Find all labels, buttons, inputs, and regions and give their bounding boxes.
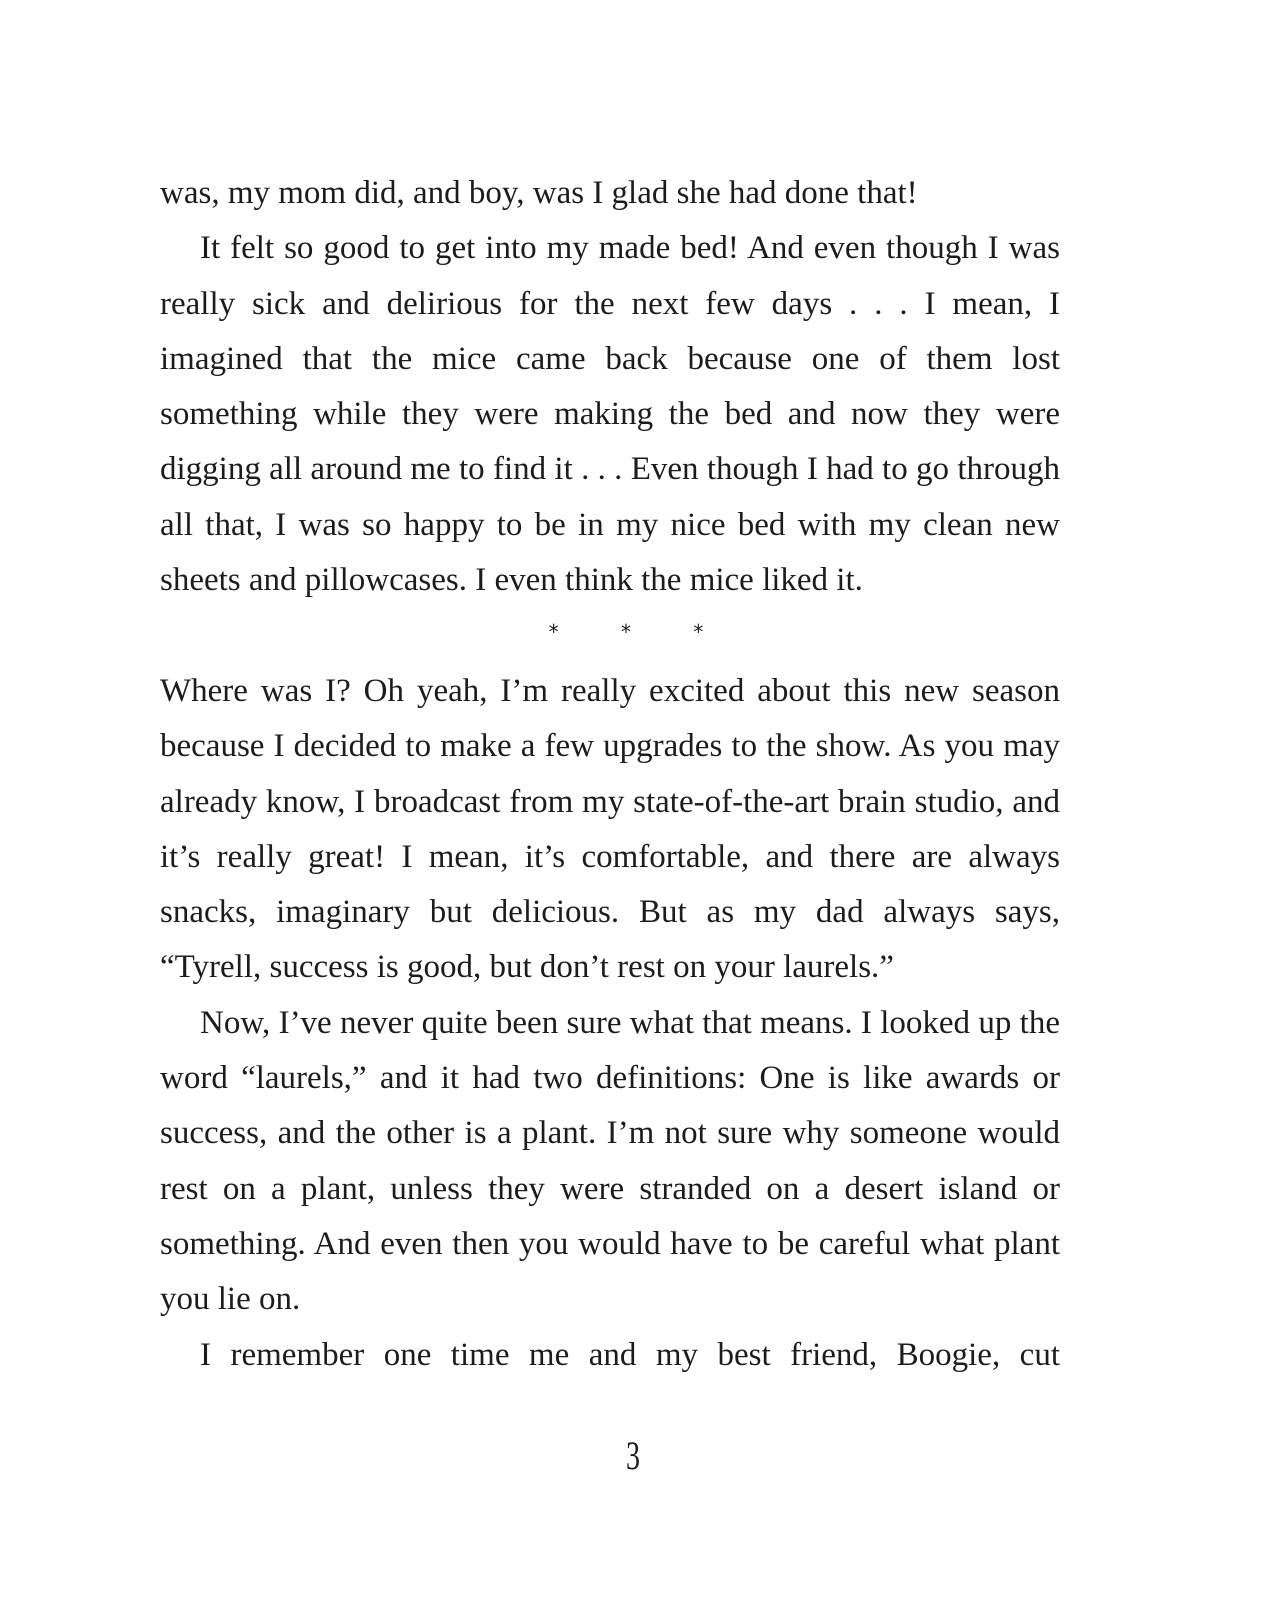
text-block-bottom — [160, 664, 1060, 1383]
text-block-top — [160, 166, 1060, 608]
scene-break: * * * — [548, 620, 732, 644]
paragraph: Where was I? Oh yeah, I’m really excited about this new season because I decided to make a few upgrades to the show. As you may already know, I broadcast from my state-of-the-art brain studio, and it’s really great! I mean, it’s comfortable, and there are always snacks, imaginary but delicious. But as my dad always says, “Tyrell, success is good, but don’t rest on your laurels.” — [160, 673, 1060, 986]
paragraph: It felt so good to get into my made bed! And even though I was really sick and delirious for the next few days . . . I mean, I imagined that the mice came back because one of them lost something while they were making the bed and now they were digging all around me to find it . . . Even though I had to go through all that, I was so happy to be in my nice bed with my clean new sheets and pillowcases. I even think the mice liked it. — [160, 230, 1060, 599]
paragraph: I remember one time me and my best friend, Boogie, cut — [200, 1336, 1060, 1373]
paragraph-continuation: was, my mom did, and boy, was I glad she had done that! — [160, 175, 918, 211]
paragraph: Now, I’ve never quite been sure what that means. I looked up the word “laurels,” and it had two definitions: One is like awards or success, and the other is a plant. I’m not sure why someone would rest on a plant, unless they were stranded on a desert island or something. And even then you would have to be careful what plant you lie on. — [160, 1004, 1060, 1318]
page-number: 3 — [626, 1433, 640, 1478]
